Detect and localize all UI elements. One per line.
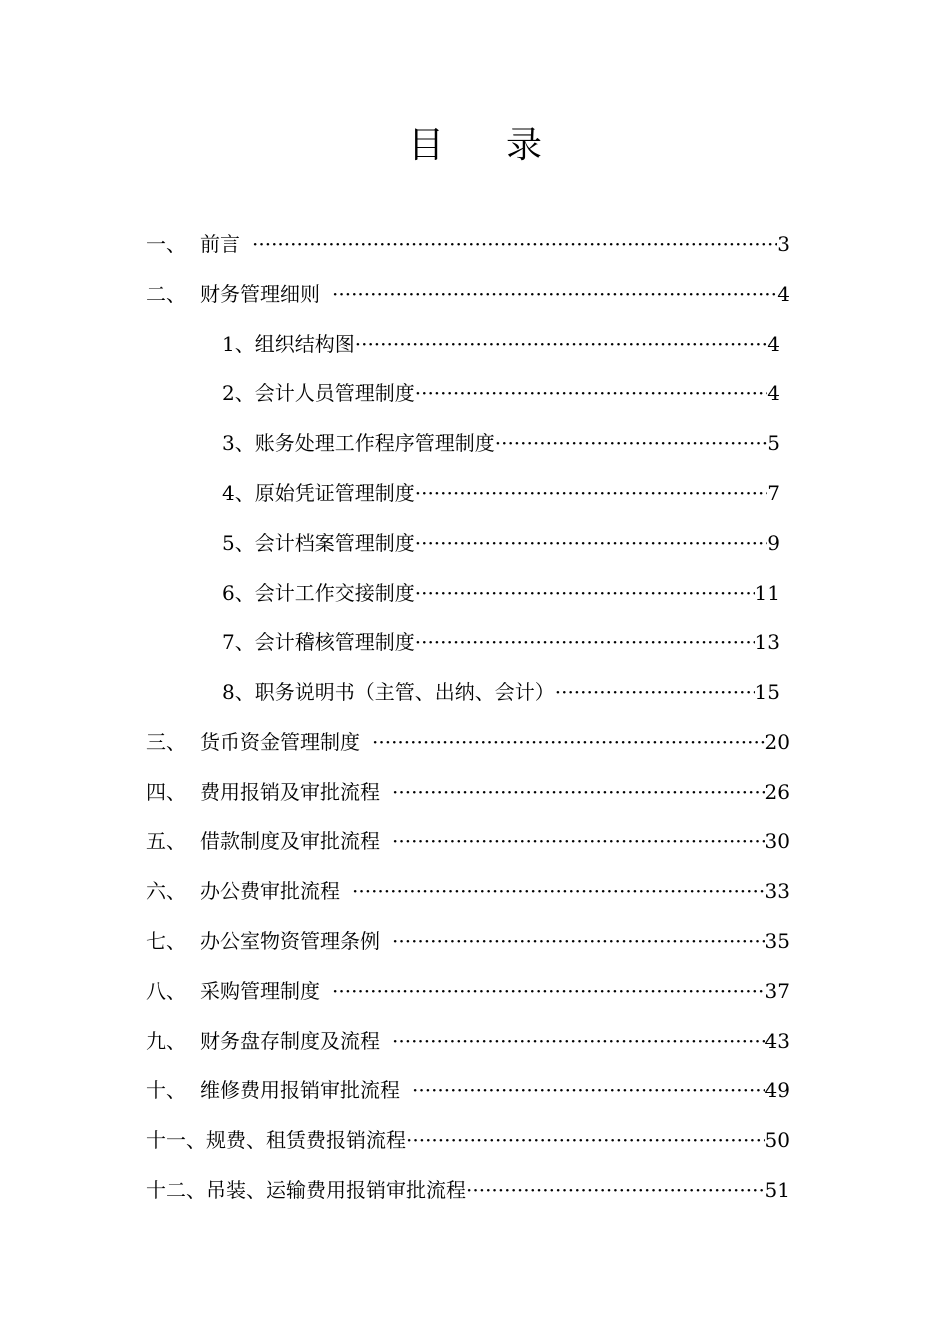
toc-entry-label: 吊装、运输费用报销审批流程 bbox=[206, 1178, 466, 1202]
toc-entry-page: 26 bbox=[764, 780, 790, 804]
toc-entry-label: 财务管理细则 bbox=[200, 282, 320, 306]
toc-entry-number: 4、 bbox=[222, 481, 255, 505]
toc-entry[interactable] bbox=[146, 1075, 790, 1105]
toc-leader-dots bbox=[332, 279, 777, 309]
toc-leader-dots bbox=[392, 826, 765, 856]
toc-entry-number: 七、 bbox=[146, 929, 186, 953]
toc-entry-number: 十一、 bbox=[146, 1128, 206, 1152]
toc-leader-dots bbox=[466, 1175, 765, 1205]
toc-entry-number: 7、 bbox=[222, 630, 255, 654]
toc-entry-number: 3、 bbox=[222, 431, 255, 455]
toc-entry-page: 5 bbox=[767, 431, 780, 455]
toc-leader-dots bbox=[332, 976, 765, 1006]
toc-leader-dots bbox=[352, 876, 765, 906]
toc-entry-page: 9 bbox=[767, 531, 780, 555]
toc-entry-page: 49 bbox=[764, 1078, 790, 1102]
toc-entry-number: 6、 bbox=[222, 581, 255, 605]
toc-entry-page: 4 bbox=[767, 381, 780, 405]
toc-entry[interactable] bbox=[146, 279, 790, 309]
toc-subentry[interactable] bbox=[222, 378, 780, 408]
toc-entry-page: 30 bbox=[764, 829, 790, 853]
toc-subentry[interactable] bbox=[222, 428, 780, 458]
toc-entry[interactable] bbox=[146, 1026, 790, 1056]
toc-leader-dots bbox=[415, 578, 755, 608]
toc-entry-page: 37 bbox=[764, 979, 790, 1003]
toc-leader-dots bbox=[392, 926, 765, 956]
toc-leader-dots bbox=[415, 478, 768, 508]
toc-subentry[interactable] bbox=[222, 578, 780, 608]
toc-entry-page: 20 bbox=[764, 730, 790, 754]
toc-subentry[interactable] bbox=[222, 528, 780, 558]
toc-subentry[interactable] bbox=[222, 677, 780, 707]
toc-entry-number: 九、 bbox=[146, 1029, 186, 1053]
toc-entry-page: 15 bbox=[754, 680, 780, 704]
toc-entry-label: 原始凭证管理制度 bbox=[254, 481, 415, 505]
toc-entry-page: 13 bbox=[754, 630, 780, 654]
toc-entry-label: 货币资金管理制度 bbox=[200, 730, 360, 754]
toc-subentry[interactable] bbox=[222, 329, 780, 359]
toc-entry-page: 51 bbox=[764, 1178, 790, 1202]
toc-leader-dots bbox=[555, 677, 755, 707]
toc-entry-page: 3 bbox=[777, 232, 790, 256]
toc-entry[interactable] bbox=[146, 1125, 790, 1155]
toc-leader-dots bbox=[415, 627, 755, 657]
toc-entry-number: 2、 bbox=[222, 381, 255, 405]
toc-entry-page: 7 bbox=[767, 481, 780, 505]
toc-entry-label: 会计工作交接制度 bbox=[254, 581, 415, 605]
toc-subentry[interactable] bbox=[222, 478, 780, 508]
toc-entry-label: 规费、租赁费报销流程 bbox=[206, 1128, 406, 1152]
title-char-2: 录 bbox=[506, 125, 543, 166]
toc-entry-number: 八、 bbox=[146, 979, 186, 1003]
toc-entry-number: 8、 bbox=[222, 680, 255, 704]
toc-entry-label: 前言 bbox=[200, 232, 240, 256]
toc-entry-number: 5、 bbox=[222, 531, 255, 555]
toc-entry[interactable] bbox=[146, 229, 790, 259]
toc-entry-page: 43 bbox=[764, 1029, 790, 1053]
toc-entry[interactable] bbox=[146, 876, 790, 906]
toc-entry-label: 组织结构图 bbox=[254, 332, 355, 356]
toc-leader-dots bbox=[406, 1125, 765, 1155]
toc-entry-label: 职务说明书（主管、出纳、会计） bbox=[254, 680, 555, 704]
toc-leader-dots bbox=[392, 1026, 765, 1056]
toc-entry[interactable] bbox=[146, 826, 790, 856]
toc-entry[interactable] bbox=[146, 1175, 790, 1205]
title-char-1: 目 bbox=[407, 125, 444, 166]
toc-entry-label: 会计人员管理制度 bbox=[254, 381, 415, 405]
toc-entry-page: 33 bbox=[764, 879, 790, 903]
toc-entry-page: 50 bbox=[764, 1128, 790, 1152]
toc-entry-number: 四、 bbox=[146, 780, 186, 804]
toc-entry-label: 采购管理制度 bbox=[200, 979, 320, 1003]
toc-entry-number: 一、 bbox=[146, 232, 186, 256]
toc-entry-page: 4 bbox=[777, 282, 790, 306]
toc-entry-page: 4 bbox=[767, 332, 780, 356]
toc-entry-label: 会计档案管理制度 bbox=[254, 531, 415, 555]
toc-entry[interactable] bbox=[146, 727, 790, 757]
toc-entry-page: 11 bbox=[754, 581, 780, 605]
toc-entry-page: 35 bbox=[764, 929, 790, 953]
toc-leader-dots bbox=[372, 727, 765, 757]
toc-entry-label: 办公费审批流程 bbox=[200, 879, 340, 903]
toc-leader-dots bbox=[495, 428, 768, 458]
toc-title bbox=[0, 122, 950, 170]
toc-entry-number: 三、 bbox=[146, 730, 186, 754]
toc-entry[interactable] bbox=[146, 976, 790, 1006]
toc-entry-label: 账务处理工作程序管理制度 bbox=[254, 431, 495, 455]
toc-entry-label: 办公室物资管理条例 bbox=[200, 929, 380, 953]
toc-entry-label: 财务盘存制度及流程 bbox=[200, 1029, 380, 1053]
toc-entry-number: 二、 bbox=[146, 282, 186, 306]
toc-entry-number: 十、 bbox=[146, 1078, 186, 1102]
toc-leader-dots bbox=[412, 1075, 765, 1105]
toc-leader-dots bbox=[392, 777, 765, 807]
toc-leader-dots bbox=[355, 329, 768, 359]
toc-subentry[interactable] bbox=[222, 627, 780, 657]
toc-leader-dots bbox=[252, 229, 777, 259]
toc-entry-number: 十二、 bbox=[146, 1178, 206, 1202]
toc-entry-number: 六、 bbox=[146, 879, 186, 903]
toc-entry-label: 借款制度及审批流程 bbox=[200, 829, 380, 853]
toc-entry-label: 费用报销及审批流程 bbox=[200, 780, 380, 804]
toc-entry-number: 1、 bbox=[222, 332, 255, 356]
toc-leader-dots bbox=[415, 528, 768, 558]
toc-leader-dots bbox=[415, 378, 768, 408]
toc-entry-number: 五、 bbox=[146, 829, 186, 853]
toc-entry[interactable] bbox=[146, 926, 790, 956]
toc-entry-label: 维修费用报销审批流程 bbox=[200, 1078, 400, 1102]
toc-entry-label: 会计稽核管理制度 bbox=[254, 630, 415, 654]
toc-entry[interactable] bbox=[146, 777, 790, 807]
